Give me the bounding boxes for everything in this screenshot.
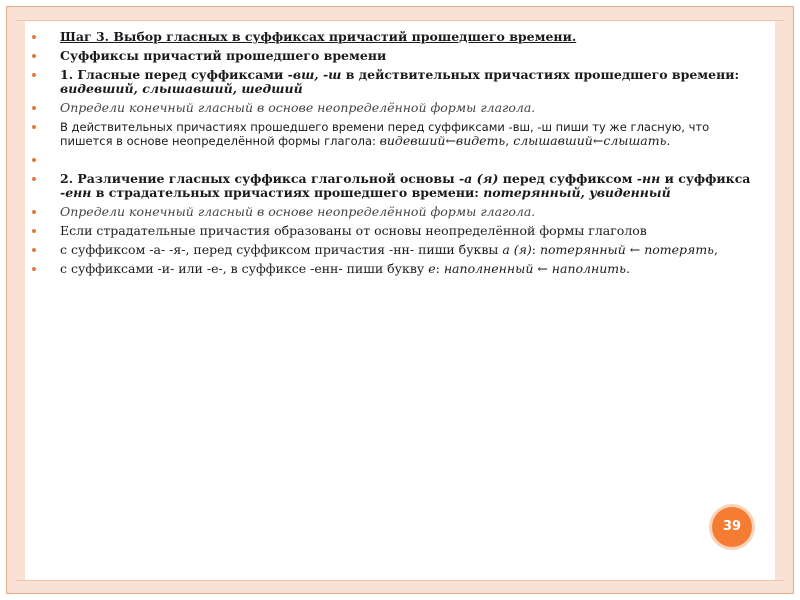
case2-example: наполненный ← наполнить xyxy=(443,261,626,276)
rule2-mid1: перед суффиксом xyxy=(498,171,637,186)
bullet-icon xyxy=(32,106,36,110)
bullet-icon xyxy=(32,248,36,252)
list-item xyxy=(32,49,764,63)
step-heading: Шаг 3. Выбор гласных в суффиксах причастий прошедшего времени. xyxy=(60,29,577,44)
example-2: слышавший←слышать xyxy=(513,133,667,148)
list-item xyxy=(32,120,764,148)
rule2-mid3: в страдательных причастиях прошедшего времени: xyxy=(91,185,484,200)
rule2-suffix-enn: -енн xyxy=(60,185,92,200)
list-item xyxy=(32,101,764,115)
list-item xyxy=(32,205,764,219)
bullet-icon xyxy=(32,158,36,162)
rule-examples: видевший, слышавший, шедший xyxy=(60,81,303,96)
example-end: . xyxy=(666,133,671,148)
slide-content xyxy=(32,30,764,281)
page-number-badge: 39 xyxy=(712,507,752,547)
bullet-icon xyxy=(32,35,36,39)
list-item xyxy=(32,68,764,96)
rule2-suffix-a: -а (я) xyxy=(458,171,499,186)
explanation-prefix: глагола: xyxy=(324,134,380,148)
rule2-lead: 2. Различение гласных суффикса глагольной основы xyxy=(60,171,459,186)
hint-text: Определи конечный гласный в основе неопределённой формы глагола. xyxy=(60,100,536,115)
bullet-icon xyxy=(32,210,36,214)
list-item xyxy=(32,224,764,238)
example-1: видевший←видеть xyxy=(379,133,506,148)
bullet-icon xyxy=(32,54,36,58)
rule-lead: 1. Гласные перед суффиксами xyxy=(60,67,288,82)
case2-lead: с суффиксами -и- или -е-, в суффиксе -енн- пиши букву xyxy=(60,261,429,276)
rule2-mid2: и суффикса xyxy=(660,171,751,186)
bullet-icon xyxy=(32,73,36,77)
case2-letter: е xyxy=(428,261,436,276)
hint-text: Определи конечный гласный в основе неопределённой формы глагола. xyxy=(60,204,536,219)
case2-colon: : xyxy=(435,261,444,276)
bottom-border-line xyxy=(16,580,784,581)
rule-suffixes: -вш, -ш xyxy=(287,67,342,82)
list-item xyxy=(32,30,764,44)
case1-example: потерянный ← потерять xyxy=(539,242,714,257)
case2-end: . xyxy=(625,261,630,276)
rule-mid: в действительных причастиях прошедшего времени: xyxy=(341,67,740,82)
bullet-icon xyxy=(32,125,36,129)
bullet-icon xyxy=(32,177,36,181)
rule2-suffix-nn: -нн xyxy=(636,171,661,186)
case1-end: , xyxy=(713,242,718,257)
list-item xyxy=(32,153,764,167)
condition-text: Если страдательные причастия образованы от основы неопределённой формы глаголов xyxy=(60,223,647,238)
case1-colon: : xyxy=(531,242,540,257)
example-separator: , xyxy=(505,133,514,148)
case1-lead: с суффиксом -а- -я-, перед суффиксом причастия -нн- пиши буквы xyxy=(60,242,503,257)
list-item xyxy=(32,262,764,276)
explanation-text: В действительных причастиях прошедшего времени перед суффиксами -вш, -ш пиши ту же гласную, что пишется в основе неопределённой формы xyxy=(60,120,710,148)
rule2-examples: потерянный, увиденный xyxy=(483,185,671,200)
top-border-line xyxy=(16,20,784,21)
list-item xyxy=(32,243,764,257)
list-item xyxy=(32,172,764,200)
case1-letters: а (я) xyxy=(502,242,532,257)
bullet-icon xyxy=(32,267,36,271)
bullet-icon xyxy=(32,229,36,233)
section-heading: Суффиксы причастий прошедшего времени xyxy=(60,48,387,63)
